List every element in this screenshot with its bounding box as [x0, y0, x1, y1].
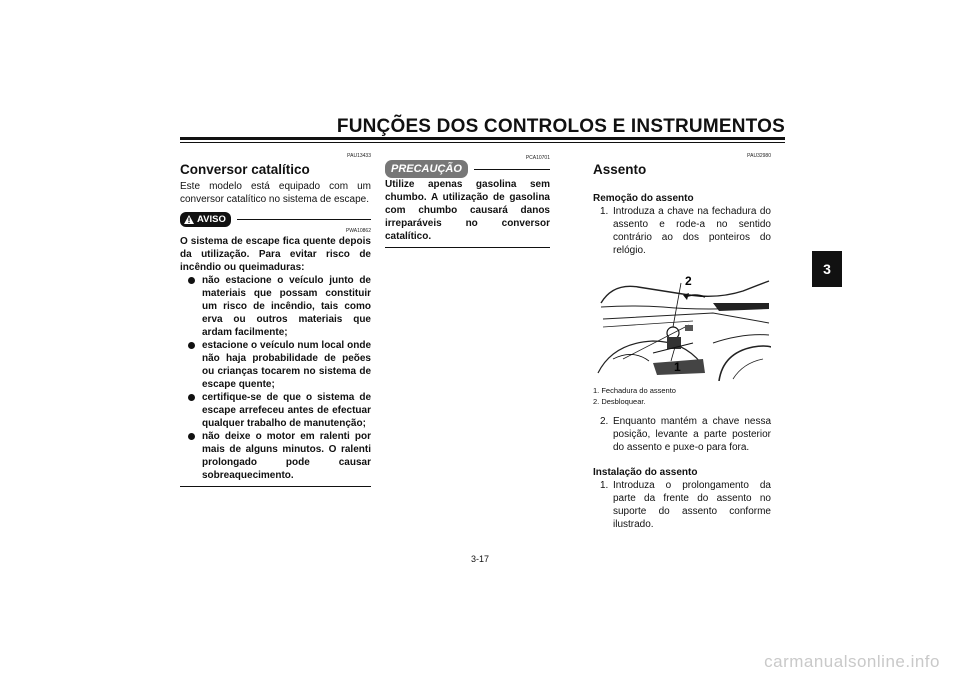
- step-text: Introduza o prolongamento da parte da frente do assento no suporte do assento conforme ilustrado.: [613, 480, 771, 530]
- page-number: 3-17: [470, 554, 489, 564]
- list-item: [180, 339, 371, 391]
- warning-code: PWA10862: [345, 228, 371, 234]
- warning-end-rule: [180, 486, 371, 487]
- caution-rule: [474, 169, 550, 170]
- chapter-tab: 3: [812, 251, 842, 287]
- section-title: Conversor catalítico: [180, 162, 310, 177]
- caution-section: [385, 152, 550, 248]
- warning-label: AVISO: [197, 214, 226, 225]
- header-rule-thin: [180, 142, 785, 143]
- figure-caption: 2. Desbloquear.: [593, 397, 646, 406]
- section-code: PAU32980: [747, 153, 771, 159]
- step-number: 1.: [600, 206, 609, 217]
- bullet-icon: [188, 433, 195, 440]
- list-item: [180, 430, 371, 482]
- warning-triangle-icon: [184, 215, 194, 224]
- removal-heading: Remoção do assento: [593, 193, 694, 204]
- section-title: Assento: [593, 162, 647, 177]
- bullet-icon: [188, 342, 195, 349]
- bullet-icon: [188, 394, 195, 401]
- section-intro: Este modelo está equipado com um conversor catalítico no sistema de escape.: [180, 181, 371, 205]
- seat-lock-illustration: [593, 263, 771, 381]
- warning-header: [180, 212, 371, 227]
- warning-list: [180, 274, 371, 482]
- warning-badge: [180, 212, 231, 227]
- step-text: Enquanto mantém a chave nessa posição, levante a parte posterior do assento e puxe-o para fora.: [613, 416, 771, 453]
- list-item-text: não estacione o veículo junto de materiais que possam constituir um risco de incêndio, tais como erva ou outros materiais que ardam facilmente;: [202, 275, 371, 338]
- list-item-text: não deixe o motor em ralenti por mais de alguns minutos. O ralenti prolongado pode causar sobreaquecimento.: [202, 431, 371, 481]
- figure-label-1: 1: [674, 360, 681, 374]
- caution-code: PCA10701: [525, 155, 550, 161]
- bullet-icon: [188, 277, 195, 284]
- warning-lead: O sistema de escape fica quente depois da utilização. Para evitar risco de incêndio ou queimaduras:: [180, 236, 371, 273]
- caution-end-rule: [385, 247, 550, 248]
- caution-header: [385, 160, 550, 178]
- caution-badge: PRECAUÇÃO: [385, 160, 468, 178]
- header-rule: [180, 137, 785, 140]
- page-header-title: FUNÇÕES DOS CONTROLOS E INSTRUMENTOS: [336, 116, 785, 137]
- list-item: [180, 274, 371, 339]
- catalytic-converter-section: [180, 152, 371, 487]
- install-step: [593, 479, 771, 531]
- section-code: PAU13433: [347, 153, 371, 159]
- step-text: Introduza a chave na fechadura do assento e rode-a no sentido contrário ao dos ponteiros do relógio.: [613, 206, 771, 256]
- list-item-text: certifique-se de que o sistema de escape arrefeceu antes de efectuar qualquer trabalho de manutenção;: [202, 392, 371, 429]
- list-item: [180, 391, 371, 430]
- step-number: 1.: [600, 480, 609, 491]
- step-number: 2.: [600, 416, 609, 427]
- warning-rule: [237, 219, 371, 220]
- caution-text: Utilize apenas gasolina sem chumbo. A utilização de gasolina com chumbo causará danos irreparáveis no conversor catalítico.: [385, 179, 550, 242]
- removal-step: [593, 415, 771, 454]
- removal-step: [593, 205, 771, 257]
- seat-section: [593, 152, 771, 531]
- install-heading: Instalação do assento: [593, 467, 698, 478]
- list-item-text: estacione o veículo num local onde não haja probabilidade de peões ou crianças tocarem no sistema de escape quente;: [202, 340, 371, 390]
- figure-label-2: 2: [685, 274, 692, 288]
- watermark: carmanualsonline.info: [764, 652, 940, 671]
- figure-caption: 1. Fechadura do assento: [593, 386, 676, 395]
